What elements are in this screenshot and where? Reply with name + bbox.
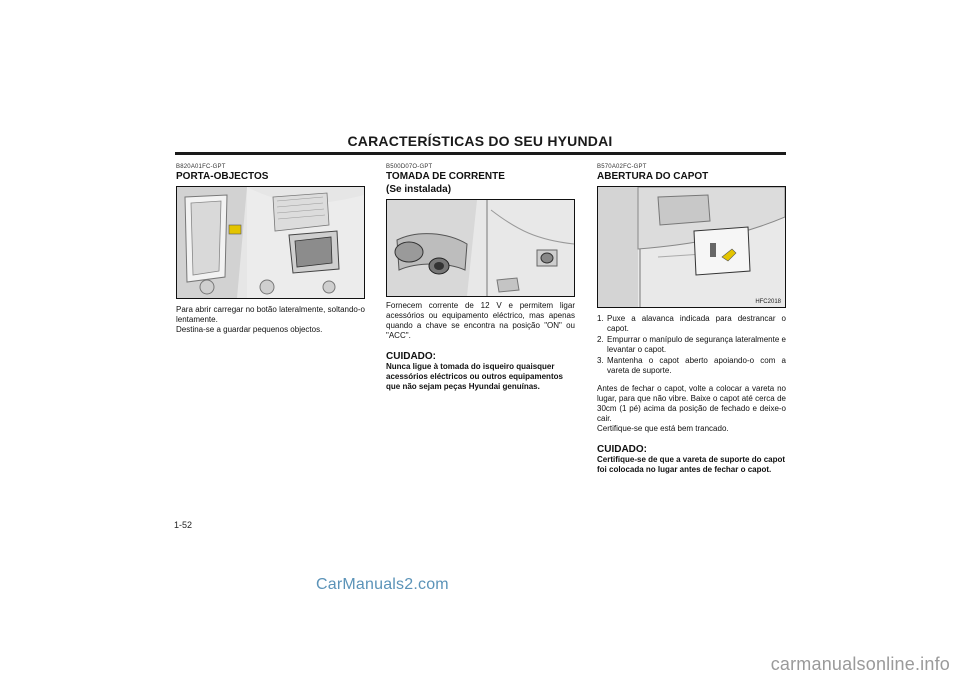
- paragraph: Antes de fechar o capot, volte a colocar a vareta no lugar, para que não vibre. Baixe o capot até cerca de 30cm (1 pé) acima da posição de fechado e deixe-o cair.: [597, 384, 786, 423]
- list-item: [597, 356, 786, 376]
- section-code: B500D07O-GPT: [386, 164, 433, 170]
- step-text: Empurrar o manípulo de segurança lateralmente e levantar o capot.: [607, 335, 786, 354]
- page-header-title: CARACTERÍSTICAS DO SEU HYUNDAI: [347, 133, 613, 149]
- storage-box-illustration: [176, 186, 365, 299]
- list-item: [597, 314, 786, 334]
- step-number: 1.: [597, 314, 604, 323]
- section-title: PORTA-OBJECTOS: [176, 171, 269, 182]
- section-code: B820A01FC-GPT: [176, 164, 226, 170]
- section-code: B570A02FC-GPT: [597, 164, 647, 170]
- figure-code: HFC2018: [755, 299, 781, 305]
- section-title: ABERTURA DO CAPOT: [597, 171, 709, 182]
- step-text: Puxe a alavanca indicada para destrancar o capot.: [607, 314, 786, 333]
- page-number: 1-52: [174, 520, 193, 530]
- caution-title: CUIDADO:: [386, 351, 436, 362]
- caution-text: Certifique-se de que a vareta de suporte do capot foi colocada no lugar antes de fechar o capot.: [597, 455, 786, 474]
- hood-steps-list: [597, 314, 786, 376]
- paragraph: Fornecem corrente de 12 V e permitem ligar acessórios ou equipamento eléctrico, mas apenas quando a chave se encontra na posição "ON" ou "ACC".: [386, 301, 575, 340]
- list-item: [597, 335, 786, 355]
- step-number: 3.: [597, 356, 604, 365]
- footer-watermark[interactable]: carmanualsonline.info: [770, 654, 950, 674]
- section-porta-objectos: [176, 164, 365, 335]
- section-title: TOMADA DE CORRENTE: [386, 171, 505, 182]
- section-tomada-de-corrente: [386, 164, 575, 392]
- step-text: Mantenha o capot aberto apoiando-o com a vareta de suporte.: [607, 356, 786, 375]
- section-abertura-do-capot: [597, 164, 786, 475]
- step-number: 2.: [597, 335, 604, 344]
- caution-title: CUIDADO:: [597, 444, 647, 455]
- caution-text: Nunca ligue à tomada do isqueiro quaisquer acessórios eléctricos ou outros equipamentos que não sejam peças Hyundai genuínas.: [386, 362, 563, 391]
- section-subtitle: (Se instalada): [386, 184, 452, 195]
- hood-release-illustration: [597, 186, 786, 308]
- header-rule: [175, 152, 786, 155]
- power-outlet-illustration: [386, 199, 575, 297]
- paragraph: Certifique-se que está bem trancado.: [597, 424, 729, 433]
- paragraph: Para abrir carregar no botão lateralmente, soltando-o lentamente.: [176, 305, 365, 324]
- paragraph: Destina-se a guardar pequenos objectos.: [176, 325, 323, 334]
- watermark-link[interactable]: CarManuals2.com: [316, 576, 449, 593]
